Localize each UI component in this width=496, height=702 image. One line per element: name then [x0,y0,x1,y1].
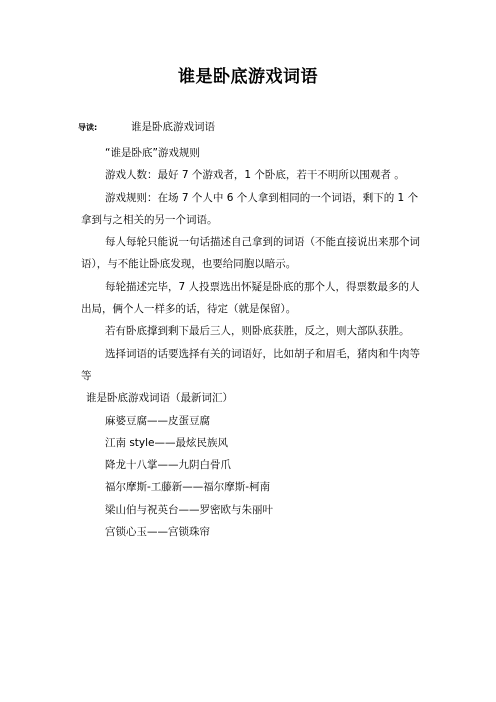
paragraph-word-selection: 选择词语的话要选择有关的词语好，比如胡子和眉毛，猪肉和牛肉等等 [81,347,420,382]
paragraph-game-rules: 游戏规则：在场 7 个人中 6 个人拿到相同的一个词语，剩下的 1 个拿到与之相关的另一个词语。 [81,191,419,226]
paragraph-player-count: 游戏人数：最好 7 个游戏者，1 个卧底，若干不明所以围观者 。 [105,169,405,182]
word-pair-item: 福尔摩斯-工藤新——福尔摩斯-柯南 [105,481,271,494]
guide-text: 谁是卧底游戏词语 [131,121,215,133]
word-pair-item: 宫锁心玉——宫锁珠帘 [105,526,210,539]
document-title: 谁是卧底游戏词语 [178,67,318,87]
word-pair-item: 降龙十八掌——九阴白骨爪 [105,459,231,472]
word-pair-item: 江南 style——最炫民族风 [105,436,229,449]
rules-heading: “谁是卧底”游戏规则 [105,147,200,159]
document-body [81,142,421,543]
paragraph-voting-rule: 每轮描述完毕，7 人投票选出怀疑是卧底的那个人，得票数最多的人出局，俩个人一样多的话，待定（就是保留）。 [81,280,420,316]
paragraph-win-condition: 若有卧底撑到剩下最后三人，则卧底获胜，反之，则大部队获胜。 [105,325,410,338]
guide-label: 导读: [78,123,98,132]
word-pair-item: 麻婆豆腐——皮蛋豆腐 [105,414,210,427]
word-pair-item: 梁山伯与祝英台——罗密欧与朱丽叶 [105,503,273,516]
paragraph-description-rule: 每人每轮只能说一句话描述自己拿到的词语（不能直接说出来那个词语），与不能让卧底发现，也要给同胞以暗示。 [81,236,420,271]
section-heading: 谁是卧底游戏词语（最新词汇） [86,392,233,405]
